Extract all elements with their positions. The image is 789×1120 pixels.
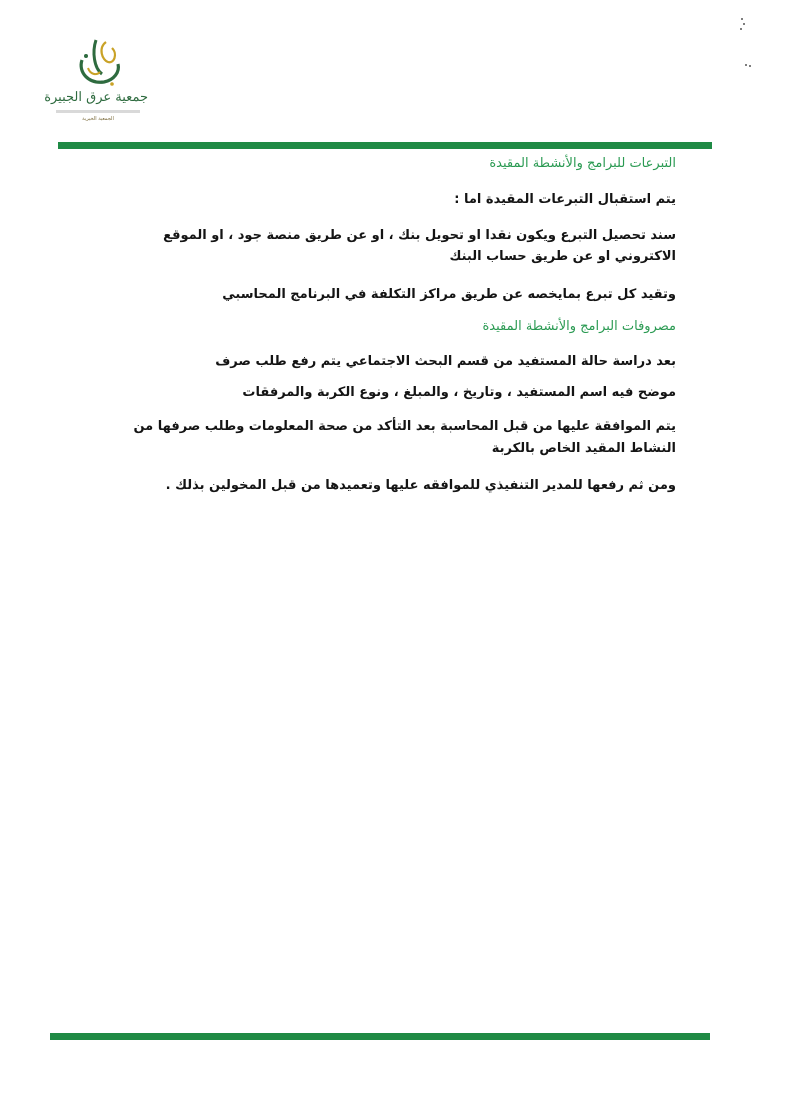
paragraph-approval-line-1: يتم الموافقة عليها من قبل المحاسبة بعد التأكد من صحة المعلومات وطلب صرفها من: [133, 419, 676, 434]
paragraph-approval-line-2: النشاط المقيد الخاص بالكربة: [491, 441, 676, 456]
paragraph-executive-director: ومن ثم رفعها للمدير التنفيذي للموافقه عليها وتعميدها من قبل المخولين بذلك .: [165, 478, 676, 493]
header-divider: [58, 142, 712, 149]
paragraph-collection-voucher-line-2: الاكتروني او عن طريق حساب البنك: [449, 249, 676, 264]
logo-fine-print: [56, 110, 140, 113]
logo-tagline: الجمعية الخيرية: [82, 116, 114, 122]
organization-logo: [44, 38, 148, 136]
section-heading-expenses: مصروفات البرامج والأنشطة المقيدة: [482, 319, 676, 334]
logo-organization-name: جمعية عرق الجبيرة: [44, 90, 148, 105]
paragraph-receiving-donations: يتم استقبال التبرعات المقيدة اما :: [454, 192, 676, 207]
logo-calligraphy-icon: [68, 38, 128, 93]
paragraph-case-study: بعد دراسة حالة المستفيد من قسم البحث الاجتماعي يتم رفع طلب صرف: [215, 354, 676, 369]
paragraph-cost-centers: وتقيد كل تبرع بمايخصه عن طريق مراكز التكلفة في البرنامج المحاسبي: [222, 287, 676, 302]
footer-divider: [50, 1033, 710, 1040]
section-heading-donations: التبرعات للبرامج والأنشطة المقيدة: [489, 156, 676, 171]
paragraph-request-details: موضح فيه اسم المستفيد ، وتاريخ ، والمبلغ ، ونوع الكربة والمرفقات: [242, 385, 676, 400]
scan-marks: [735, 14, 755, 74]
paragraph-collection-voucher-line-1: سند تحصيل التبرع ويكون نقدا او تحويل بنك ، او عن طريق منصة جود ، او الموقع: [163, 228, 676, 243]
